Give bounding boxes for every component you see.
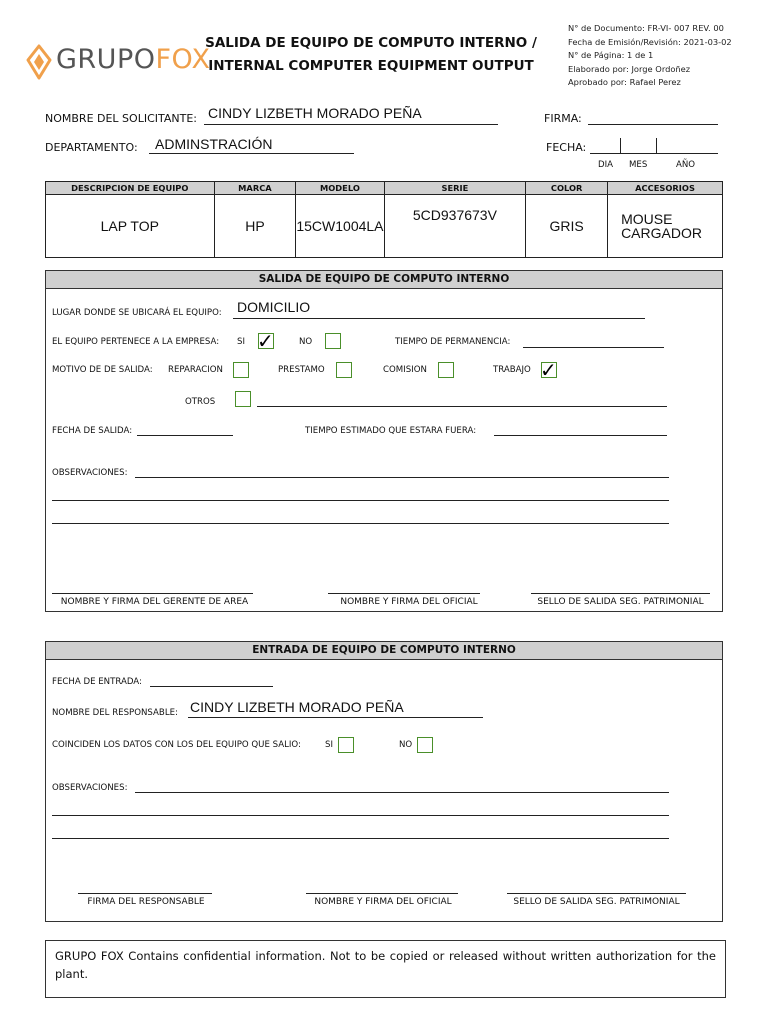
meta-issue-date: Fecha de Emisión/Revisión: 2021-03-02 — [568, 36, 732, 47]
sello-signature-label: SELLO DE SALIDA SEG. PATRIMONIAL — [537, 597, 704, 607]
pertenece-label: EL EQUIPO PERTENECE A LA EMPRESA: — [52, 337, 220, 347]
gerente-signature-line[interactable] — [52, 593, 253, 594]
salida-observaciones-label: OBSERVACIONES: — [52, 468, 128, 478]
fecha-ano-label: AÑO — [676, 160, 696, 170]
fecha-entrada-label: FECHA DE ENTRADA: — [52, 677, 142, 687]
equipment-table — [45, 181, 723, 258]
pertenece-no-label: NO — [299, 337, 313, 347]
logo-fox-text: FOX — [155, 44, 211, 75]
entrada-observaciones-line-2[interactable] — [52, 815, 669, 816]
title-line-1: SALIDA DE EQUIPO DE COMPUTO INTERNO / — [205, 35, 537, 51]
entrada-section — [45, 641, 723, 922]
entrada-observaciones-line-1[interactable] — [135, 792, 669, 793]
document-title — [196, 32, 546, 78]
salida-observaciones-line-1[interactable] — [135, 477, 669, 478]
meta-page-number: N° de Página: 1 de 1 — [568, 50, 654, 60]
confidentiality-notice: GRUPO FOX Contains confidential information. Not to be copied or released without written authorization for the plant. — [45, 940, 726, 998]
fecha-divider-1 — [620, 138, 621, 154]
departamento-value[interactable]: ADMINSTRACIÓN — [155, 136, 273, 152]
salida-observaciones-line-3[interactable] — [52, 523, 669, 524]
equipment-table-header — [46, 182, 723, 195]
firma-label: FIRMA: — [544, 112, 582, 125]
fecha-mes-label: MES — [629, 160, 648, 170]
otros-label: OTROS — [185, 397, 216, 407]
trabajo-label: TRABAJO — [493, 365, 531, 375]
entrada-sello-signature-label: SELLO DE SALIDA SEG. PATRIMONIAL — [513, 897, 680, 907]
tiempo-fuera-label: TIEMPO ESTIMADO QUE ESTARA FUERA: — [305, 426, 477, 436]
entrada-observaciones-line-3[interactable] — [52, 838, 669, 839]
responsable-label: NOMBRE DEL RESPONSABLE: — [52, 708, 178, 718]
responsable-signature-line[interactable] — [78, 893, 212, 894]
cell-modelo[interactable]: 15CW1004LA — [296, 195, 384, 258]
prestamo-checkbox[interactable] — [336, 362, 352, 378]
lugar-line — [233, 318, 645, 319]
lugar-value[interactable]: DOMICILIO — [237, 299, 311, 315]
document-metadata — [568, 22, 758, 90]
col-serie: SERIE — [384, 182, 526, 195]
col-color: COLOR — [526, 182, 608, 195]
fecha-salida-line[interactable] — [137, 435, 233, 436]
departamento-label: DEPARTAMENTO: — [45, 141, 138, 154]
oficial-signature-line[interactable] — [328, 593, 480, 594]
col-modelo: MODELO — [296, 182, 384, 195]
logo-grupo-text: GRUPO — [56, 44, 156, 75]
cell-serie[interactable]: 5CD937673V — [384, 195, 526, 258]
motivo-label: MOTIVO DE DE SALIDA: — [52, 365, 153, 375]
company-logo — [26, 44, 211, 80]
entrada-oficial-signature-line[interactable] — [306, 893, 458, 894]
fecha-dia-label: DIA — [598, 160, 614, 170]
fox-logo-icon — [26, 44, 52, 80]
trabajo-checkmark-icon: ✓ — [540, 358, 557, 382]
coinciden-label: COINCIDEN LOS DATOS CON LOS DEL EQUIPO QUE SALIO: — [52, 740, 301, 750]
reparacion-checkbox[interactable] — [233, 362, 249, 378]
pertenece-no-checkbox[interactable] — [325, 333, 341, 349]
sello-signature-line[interactable] — [531, 593, 710, 594]
col-accesorios: ACCESORIOS — [608, 182, 723, 195]
fecha-label: FECHA: — [546, 141, 587, 154]
entrada-oficial-signature-label: NOMBRE Y FIRMA DEL OFICIAL — [314, 897, 452, 907]
otros-checkbox[interactable] — [235, 391, 251, 407]
entrada-heading: ENTRADA DE EQUIPO DE COMPUTO INTERNO — [46, 642, 722, 660]
gerente-signature-label: NOMBRE Y FIRMA DEL GERENTE DE AREA — [60, 597, 249, 607]
salida-section — [45, 270, 723, 612]
responsable-signature-label: FIRMA DEL RESPONSABLE — [87, 897, 205, 907]
otros-line[interactable] — [257, 406, 667, 407]
responsable-value[interactable]: CINDY LIZBETH MORADO PEÑA — [190, 699, 404, 715]
tiempo-permanencia-line[interactable] — [523, 347, 664, 348]
firma-line[interactable] — [588, 124, 718, 125]
oficial-signature-label: NOMBRE Y FIRMA DEL OFICIAL — [340, 597, 478, 607]
solicitante-value[interactable]: CINDY LIZBETH MORADO PEÑA — [208, 105, 422, 121]
solicitante-line — [204, 124, 498, 125]
pertenece-si-checkmark-icon: ✓ — [257, 329, 274, 353]
coinciden-no-label: NO — [399, 740, 413, 750]
col-marca: MARCA — [214, 182, 296, 195]
entrada-sello-signature-line[interactable] — [507, 893, 686, 894]
tiempo-permanencia-label: TIEMPO DE PERMANENCIA: — [395, 337, 511, 347]
meta-doc-number: N° de Documento: FR-VI- 007 REV. 00 — [568, 23, 724, 33]
pertenece-si-label: SI — [237, 337, 245, 347]
responsable-line — [188, 717, 483, 718]
prestamo-label: PRESTAMO — [278, 365, 325, 375]
tiempo-fuera-line[interactable] — [494, 435, 667, 436]
reparacion-label: REPARACION — [168, 365, 223, 375]
fecha-salida-label: FECHA DE SALIDA: — [52, 426, 133, 436]
title-line-2: INTERNAL COMPUTER EQUIPMENT OUTPUT — [208, 58, 534, 74]
comision-checkbox[interactable] — [438, 362, 454, 378]
coinciden-si-label: SI — [325, 740, 333, 750]
comision-label: COMISION — [383, 365, 427, 375]
departamento-line — [149, 153, 354, 154]
coinciden-no-checkbox[interactable] — [417, 737, 433, 753]
salida-observaciones-line-2[interactable] — [52, 500, 669, 501]
fecha-line[interactable] — [590, 153, 718, 154]
entrada-observaciones-label: OBSERVACIONES: — [52, 783, 128, 793]
fecha-entrada-line[interactable] — [150, 686, 273, 687]
solicitante-label: NOMBRE DEL SOLICITANTE: — [45, 112, 197, 125]
meta-prepared-by: Elaborado por: Jorge Ordoñez — [568, 63, 691, 74]
salida-heading: SALIDA DE EQUIPO DE COMPUTO INTERNO — [46, 271, 722, 289]
cell-descripcion[interactable]: LAP TOP — [46, 195, 215, 258]
cell-accesorios[interactable]: MOUSE CARGADOR — [608, 195, 723, 258]
cell-marca[interactable]: HP — [214, 195, 296, 258]
cell-color[interactable]: GRIS — [526, 195, 608, 258]
lugar-label: LUGAR DONDE SE UBICARÁ EL EQUIPO: — [52, 308, 222, 318]
coinciden-si-checkbox[interactable] — [338, 737, 354, 753]
fecha-divider-2 — [656, 138, 657, 154]
col-descripcion: DESCRIPCION DE EQUIPO — [46, 182, 215, 195]
meta-approved-by: Aprobado por: Rafael Perez — [568, 77, 681, 87]
table-row — [46, 195, 723, 258]
